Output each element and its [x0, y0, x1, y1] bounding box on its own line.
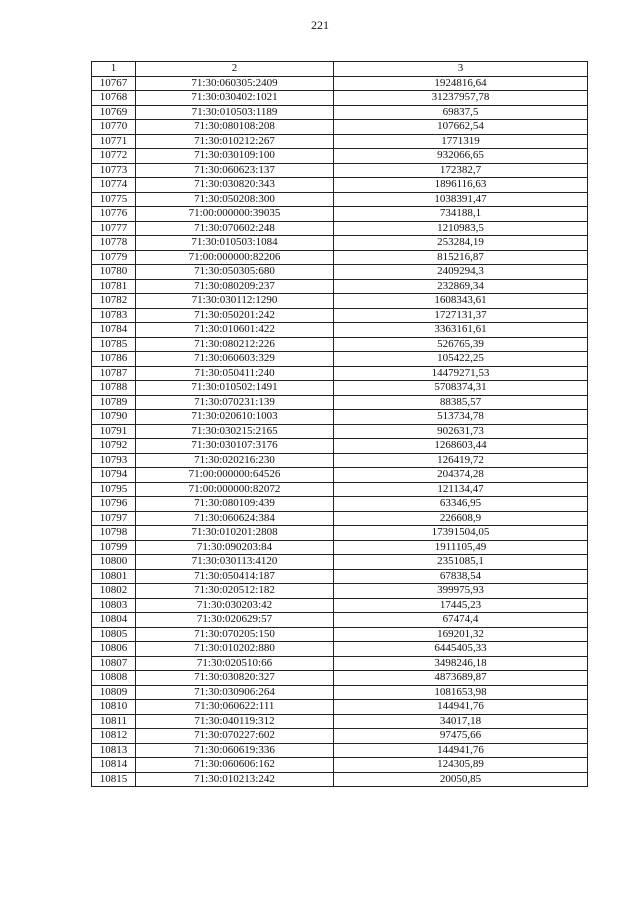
value-cell: 88385,57 — [334, 395, 588, 410]
value-cell: 734188,1 — [334, 207, 588, 222]
value-cell: 902631,73 — [334, 424, 588, 439]
cadastral-number-cell: 71:30:030402:1021 — [136, 91, 334, 106]
cadastral-number-cell: 71:00:000000:64526 — [136, 468, 334, 483]
table-row — [92, 453, 588, 468]
cadastral-number-cell: 71:30:050208:300 — [136, 192, 334, 207]
cadastral-number-cell: 71:30:050414:187 — [136, 569, 334, 584]
value-cell: 124305,89 — [334, 758, 588, 773]
row-number-cell: 10771 — [92, 134, 136, 149]
value-cell: 5708374,31 — [334, 381, 588, 396]
table-row — [92, 584, 588, 599]
row-number-cell: 10805 — [92, 627, 136, 642]
row-number-cell: 10796 — [92, 497, 136, 512]
table-body — [92, 76, 588, 787]
cadastral-number-cell: 71:30:060622:111 — [136, 700, 334, 715]
row-number-cell: 10783 — [92, 308, 136, 323]
value-cell: 121134,47 — [334, 482, 588, 497]
table-row — [92, 192, 588, 207]
table-row — [92, 337, 588, 352]
cadastral-number-cell: 71:00:000000:39035 — [136, 207, 334, 222]
row-number-cell: 10777 — [92, 221, 136, 236]
table-row — [92, 598, 588, 613]
cadastral-number-cell: 71:30:030820:327 — [136, 671, 334, 686]
value-cell: 1081653,98 — [334, 685, 588, 700]
table-row — [92, 134, 588, 149]
row-number-cell: 10800 — [92, 555, 136, 570]
row-number-cell: 10775 — [92, 192, 136, 207]
table-row — [92, 642, 588, 657]
cadastral-number-cell: 71:30:030820:343 — [136, 178, 334, 193]
page-number: 221 — [311, 18, 329, 32]
cadastral-number-cell: 71:30:020510:66 — [136, 656, 334, 671]
table-row — [92, 482, 588, 497]
row-number-cell: 10810 — [92, 700, 136, 715]
value-cell: 63346,95 — [334, 497, 588, 512]
table-row — [92, 714, 588, 729]
table-row — [92, 511, 588, 526]
cadastral-number-cell: 71:30:070602:248 — [136, 221, 334, 236]
row-number-cell: 10793 — [92, 453, 136, 468]
table-header — [92, 62, 588, 77]
cadastral-number-cell: 71:30:050305:680 — [136, 265, 334, 280]
value-cell: 107662,54 — [334, 120, 588, 135]
cadastral-number-cell: 71:30:080212:226 — [136, 337, 334, 352]
value-cell: 1924816,64 — [334, 76, 588, 91]
cadastral-number-cell: 71:30:030109:100 — [136, 149, 334, 164]
value-cell: 126419,72 — [334, 453, 588, 468]
value-cell: 932066,65 — [334, 149, 588, 164]
cadastral-number-cell: 71:30:060606:162 — [136, 758, 334, 773]
cadastral-number-cell: 71:30:010601:422 — [136, 323, 334, 338]
table-row — [92, 743, 588, 758]
table-row — [92, 569, 588, 584]
cadastral-number-cell: 71:00:000000:82072 — [136, 482, 334, 497]
table-row — [92, 613, 588, 628]
row-number-cell: 10767 — [92, 76, 136, 91]
table-row — [92, 265, 588, 280]
table-row — [92, 758, 588, 773]
row-number-cell: 10790 — [92, 410, 136, 425]
value-cell: 97475,66 — [334, 729, 588, 744]
table-row — [92, 308, 588, 323]
row-number-cell: 10797 — [92, 511, 136, 526]
row-number-cell: 10795 — [92, 482, 136, 497]
row-number-cell: 10780 — [92, 265, 136, 280]
value-cell: 14479271,53 — [334, 366, 588, 381]
cadastral-number-cell: 71:30:030215:2165 — [136, 424, 334, 439]
value-cell: 2409294,3 — [334, 265, 588, 280]
table-row — [92, 250, 588, 265]
cadastral-number-cell: 71:30:030203:42 — [136, 598, 334, 613]
table-row — [92, 395, 588, 410]
row-number-cell: 10769 — [92, 105, 136, 120]
cadastral-number-cell: 71:30:020610:1003 — [136, 410, 334, 425]
row-number-cell: 10785 — [92, 337, 136, 352]
value-cell: 105422,25 — [334, 352, 588, 367]
value-cell: 399975,93 — [334, 584, 588, 599]
cadastral-number-cell: 71:30:080209:237 — [136, 279, 334, 294]
cadastral-number-cell: 71:30:010202:880 — [136, 642, 334, 657]
value-cell: 226608,9 — [334, 511, 588, 526]
table-row — [92, 105, 588, 120]
value-cell: 20050,85 — [334, 772, 588, 787]
table-row — [92, 76, 588, 91]
table-row — [92, 91, 588, 106]
table-row — [92, 424, 588, 439]
cadastral-number-cell: 71:30:060305:2409 — [136, 76, 334, 91]
value-cell: 253284,19 — [334, 236, 588, 251]
row-number-cell: 10812 — [92, 729, 136, 744]
cadastral-number-cell: 71:30:020629:57 — [136, 613, 334, 628]
cadastral-number-cell: 71:30:070231:139 — [136, 395, 334, 410]
row-number-cell: 10791 — [92, 424, 136, 439]
table-row — [92, 526, 588, 541]
table-row — [92, 772, 588, 787]
table-row — [92, 627, 588, 642]
row-number-cell: 10772 — [92, 149, 136, 164]
value-cell: 144941,76 — [334, 743, 588, 758]
row-number-cell: 10776 — [92, 207, 136, 222]
value-cell: 1038391,47 — [334, 192, 588, 207]
row-number-cell: 10787 — [92, 366, 136, 381]
cadastral-number-cell: 71:30:060619:336 — [136, 743, 334, 758]
value-cell: 17445,23 — [334, 598, 588, 613]
value-cell: 1268603,44 — [334, 439, 588, 454]
value-cell: 17391504,05 — [334, 526, 588, 541]
table-row — [92, 497, 588, 512]
row-number-cell: 10786 — [92, 352, 136, 367]
table-row — [92, 540, 588, 555]
row-number-cell: 10804 — [92, 613, 136, 628]
row-number-cell: 10779 — [92, 250, 136, 265]
value-cell: 513734,78 — [334, 410, 588, 425]
row-number-cell: 10789 — [92, 395, 136, 410]
row-number-cell: 10784 — [92, 323, 136, 338]
value-cell: 169201,32 — [334, 627, 588, 642]
table-row — [92, 163, 588, 178]
value-cell: 6445405,33 — [334, 642, 588, 657]
cadastral-number-cell: 71:30:050411:240 — [136, 366, 334, 381]
row-number-cell: 10799 — [92, 540, 136, 555]
row-number-cell: 10813 — [92, 743, 136, 758]
column-header: 1 — [92, 62, 136, 77]
value-cell: 204374,28 — [334, 468, 588, 483]
cadastral-number-cell: 71:30:050201:242 — [136, 308, 334, 323]
value-cell: 34017,18 — [334, 714, 588, 729]
cadastral-number-cell: 71:30:080108:208 — [136, 120, 334, 135]
cadastral-number-cell: 71:30:030107:3176 — [136, 439, 334, 454]
row-number-cell: 10815 — [92, 772, 136, 787]
table-row — [92, 207, 588, 222]
row-number-cell: 10809 — [92, 685, 136, 700]
value-cell: 67838,54 — [334, 569, 588, 584]
table-row — [92, 221, 588, 236]
value-cell: 526765,39 — [334, 337, 588, 352]
row-number-cell: 10778 — [92, 236, 136, 251]
table-row — [92, 700, 588, 715]
row-number-cell: 10792 — [92, 439, 136, 454]
cadastral-number-cell: 71:30:030906:264 — [136, 685, 334, 700]
cadastral-value-table — [91, 61, 588, 787]
cadastral-number-cell: 71:30:030113:4120 — [136, 555, 334, 570]
table-row — [92, 236, 588, 251]
row-number-cell: 10774 — [92, 178, 136, 193]
cadastral-number-cell: 71:30:040119:312 — [136, 714, 334, 729]
table-header-row — [92, 62, 588, 77]
row-number-cell: 10803 — [92, 598, 136, 613]
cadastral-number-cell: 71:30:060624:384 — [136, 511, 334, 526]
cadastral-number-cell: 71:30:070227:602 — [136, 729, 334, 744]
value-cell: 172382,7 — [334, 163, 588, 178]
row-number-cell: 10781 — [92, 279, 136, 294]
row-number-cell: 10814 — [92, 758, 136, 773]
table-row — [92, 366, 588, 381]
column-header: 2 — [136, 62, 334, 77]
value-cell: 4873689,87 — [334, 671, 588, 686]
row-number-cell: 10808 — [92, 671, 136, 686]
table-row — [92, 279, 588, 294]
table-row — [92, 294, 588, 309]
row-number-cell: 10788 — [92, 381, 136, 396]
row-number-cell: 10798 — [92, 526, 136, 541]
row-number-cell: 10807 — [92, 656, 136, 671]
cadastral-number-cell: 71:30:090203:84 — [136, 540, 334, 555]
cadastral-number-cell: 71:30:010201:2808 — [136, 526, 334, 541]
row-number-cell: 10782 — [92, 294, 136, 309]
table-row — [92, 729, 588, 744]
cadastral-number-cell: 71:30:020216:230 — [136, 453, 334, 468]
value-cell: 3363161,61 — [334, 323, 588, 338]
value-cell: 1771319 — [334, 134, 588, 149]
row-number-cell: 10773 — [92, 163, 136, 178]
table-row — [92, 410, 588, 425]
value-cell: 1727131,37 — [334, 308, 588, 323]
cadastral-number-cell: 71:00:000000:82206 — [136, 250, 334, 265]
table-row — [92, 178, 588, 193]
cadastral-number-cell: 71:30:010503:1084 — [136, 236, 334, 251]
table-row — [92, 120, 588, 135]
value-cell: 815216,87 — [334, 250, 588, 265]
cadastral-number-cell: 71:30:060603:329 — [136, 352, 334, 367]
value-cell: 1608343,61 — [334, 294, 588, 309]
cadastral-number-cell: 71:30:030112:1290 — [136, 294, 334, 309]
table-row — [92, 439, 588, 454]
row-number-cell: 10801 — [92, 569, 136, 584]
table-row — [92, 656, 588, 671]
table-row — [92, 685, 588, 700]
value-cell: 69837,5 — [334, 105, 588, 120]
value-cell: 232869,34 — [334, 279, 588, 294]
cadastral-number-cell: 71:30:010502:1491 — [136, 381, 334, 396]
cadastral-number-cell: 71:30:010212:267 — [136, 134, 334, 149]
value-cell: 2351085,1 — [334, 555, 588, 570]
table-row — [92, 323, 588, 338]
row-number-cell: 10806 — [92, 642, 136, 657]
row-number-cell: 10770 — [92, 120, 136, 135]
value-cell: 67474,4 — [334, 613, 588, 628]
cadastral-number-cell: 71:30:010503:1189 — [136, 105, 334, 120]
cadastral-number-cell: 71:30:060623:137 — [136, 163, 334, 178]
row-number-cell: 10794 — [92, 468, 136, 483]
table-row — [92, 468, 588, 483]
cadastral-number-cell: 71:30:080109:439 — [136, 497, 334, 512]
table-row — [92, 381, 588, 396]
table-row — [92, 555, 588, 570]
column-header: 3 — [334, 62, 588, 77]
table-row — [92, 671, 588, 686]
value-cell: 31237957,78 — [334, 91, 588, 106]
row-number-cell: 10768 — [92, 91, 136, 106]
cadastral-number-cell: 71:30:010213:242 — [136, 772, 334, 787]
cadastral-number-cell: 71:30:020512:182 — [136, 584, 334, 599]
value-cell: 1911105,49 — [334, 540, 588, 555]
value-cell: 3498246,18 — [334, 656, 588, 671]
cadastral-number-cell: 71:30:070205:150 — [136, 627, 334, 642]
table-row — [92, 149, 588, 164]
row-number-cell: 10811 — [92, 714, 136, 729]
value-cell: 1896116,63 — [334, 178, 588, 193]
value-cell: 144941,76 — [334, 700, 588, 715]
table-row — [92, 352, 588, 367]
value-cell: 1210983,5 — [334, 221, 588, 236]
row-number-cell: 10802 — [92, 584, 136, 599]
